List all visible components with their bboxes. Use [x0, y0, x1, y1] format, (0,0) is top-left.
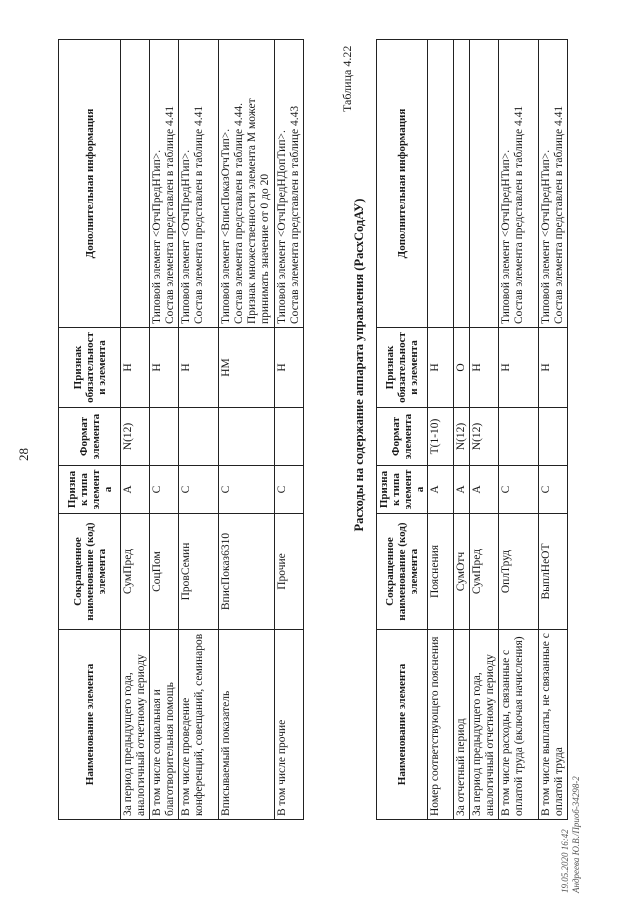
table-label: Таблица 4.22 — [340, 45, 354, 112]
header-element-name: Наименование элемента — [377, 630, 428, 820]
cell-element-type: А — [470, 466, 499, 514]
cell-element-code: ОплТруд — [499, 514, 539, 630]
cell-element-name: В том числе прочие — [275, 630, 304, 820]
cell-element-type: С — [499, 466, 539, 514]
signature-stamp — [560, 776, 582, 893]
header-element-code: Сокращенное наименование (код) элемента — [377, 514, 428, 630]
management-expenses-table — [376, 39, 568, 820]
footer-author: Андреева Ю.В./Приоб-34298-2 — [571, 776, 581, 893]
cell-element-type: А — [454, 466, 470, 514]
cell-additional-info — [470, 40, 499, 328]
cell-element-code: СумПред — [470, 514, 499, 630]
cell-element-name: Вписываемый показатель — [219, 630, 275, 820]
table-row — [275, 40, 304, 820]
cell-element-name: Номер соответствующего пояснения — [428, 630, 454, 820]
cell-element-type: С — [275, 466, 304, 514]
cell-element-required: Н — [150, 328, 179, 408]
table-row — [428, 40, 454, 820]
cell-element-required: Н — [539, 328, 568, 408]
table-row — [150, 40, 179, 820]
cell-element-type: А — [428, 466, 454, 514]
cell-element-required: НМ — [219, 328, 275, 408]
cell-element-format — [275, 408, 304, 466]
cell-element-required: О — [454, 328, 470, 408]
cell-element-required: Н — [499, 328, 539, 408]
table-header-row — [59, 40, 121, 820]
cell-element-code: СумОтч — [454, 514, 470, 630]
cell-element-required: Н — [275, 328, 304, 408]
cell-element-format: N(12) — [121, 408, 150, 466]
header-element-type: Признак типа элемента — [377, 466, 428, 514]
header-element-type: Признак типа элемента — [59, 466, 121, 514]
table-row — [499, 40, 539, 820]
header-element-format: Формат элемента — [377, 408, 428, 466]
cell-additional-info: Типовой элемент <ОтчПредНТип>. Состав элемента представлен в таблице 4.41 — [150, 40, 179, 328]
cell-element-code: ВыплНеОТ — [539, 514, 568, 630]
cell-element-name: В том числе выплаты, не связанные с оплатой труда — [539, 630, 568, 820]
cell-additional-info — [121, 40, 150, 328]
cell-element-name: За отчетный период — [454, 630, 470, 820]
cell-element-required: Н — [470, 328, 499, 408]
cell-element-code: ПровСемин — [179, 514, 219, 630]
cell-element-type: С — [539, 466, 568, 514]
cell-additional-info: Типовой элемент <ОтчПредНТип>. Состав элемента представлен в таблице 4.41 — [539, 40, 568, 328]
header-element-format: Формат элемента — [59, 408, 121, 466]
table-row — [470, 40, 499, 820]
cell-element-name: В том числе социальная и благотворительная помощь — [150, 630, 179, 820]
cell-additional-info: Типовой элемент <ОтчПредНДопТип>. Состав элемента представлен в таблице 4.43 — [275, 40, 304, 328]
cell-element-format: T(1-10) — [428, 408, 454, 466]
table-row — [179, 40, 219, 820]
cell-additional-info — [454, 40, 470, 328]
header-element-name: Наименование элемента — [59, 630, 121, 820]
cell-element-name: За период предыдущего года, аналогичный отчетному периоду — [121, 630, 150, 820]
header-additional-info: Дополнительная информация — [59, 40, 121, 328]
cell-additional-info: Типовой элемент <ВписПоказОтчТип>. Состав элемента представлен в таблице 4.44. Признак множественности элемента М может принимать значение от 0 до 20 — [219, 40, 275, 328]
cell-element-format — [539, 408, 568, 466]
cell-element-required: Н — [179, 328, 219, 408]
cell-element-name: В том числе проведение конференций, совещаний, семинаров — [179, 630, 219, 820]
cell-additional-info: Типовой элемент <ОтчПредНТип>. Состав элемента представлен в таблице 4.41 — [499, 40, 539, 328]
cell-element-type: С — [150, 466, 179, 514]
cell-element-code: СумПред — [121, 514, 150, 630]
page-number: 28 — [16, 448, 31, 461]
cell-element-required: Н — [428, 328, 454, 408]
cell-element-code: ВписПоказ6310 — [219, 514, 275, 630]
header-additional-info: Дополнительная информация — [377, 40, 428, 328]
table-row — [121, 40, 150, 820]
cell-element-format — [150, 408, 179, 466]
cell-element-type: С — [219, 466, 275, 514]
cell-additional-info — [428, 40, 454, 328]
cell-element-type: А — [121, 466, 150, 514]
table-caption: Расходы на содержание аппарата управления (РасхСодАУ) — [352, 198, 366, 532]
header-element-required: Признак обязательности элемента — [59, 328, 121, 408]
cell-element-type: С — [179, 466, 219, 514]
table-row — [539, 40, 568, 820]
cell-element-format — [219, 408, 275, 466]
footer-date: 19.05.2020 16:42 — [560, 829, 570, 893]
table-row — [454, 40, 470, 820]
cell-element-name: В том числе расходы, связанные с оплатой труда (включая начисления) — [499, 630, 539, 820]
cell-element-code: СоцПом — [150, 514, 179, 630]
cell-element-code: Пояснения — [428, 514, 454, 630]
cell-element-format — [179, 408, 219, 466]
cell-element-format: N(12) — [470, 408, 499, 466]
cell-element-required: Н — [121, 328, 150, 408]
elements-table-continued — [58, 39, 304, 820]
header-element-code: Сокращенное наименование (код) элемента — [59, 514, 121, 630]
cell-additional-info: Типовой элемент <ОтчПредНТип>. Состав элемента представлен в таблице 4.41 — [179, 40, 219, 328]
table-row — [219, 40, 275, 820]
cell-element-code: Прочие — [275, 514, 304, 630]
cell-element-format — [499, 408, 539, 466]
header-element-required: Признак обязательности элемента — [377, 328, 428, 408]
table-header-row — [377, 40, 428, 820]
cell-element-format: N(12) — [454, 408, 470, 466]
cell-element-name: За период предыдущего года, аналогичный отчетному периоду — [470, 630, 499, 820]
